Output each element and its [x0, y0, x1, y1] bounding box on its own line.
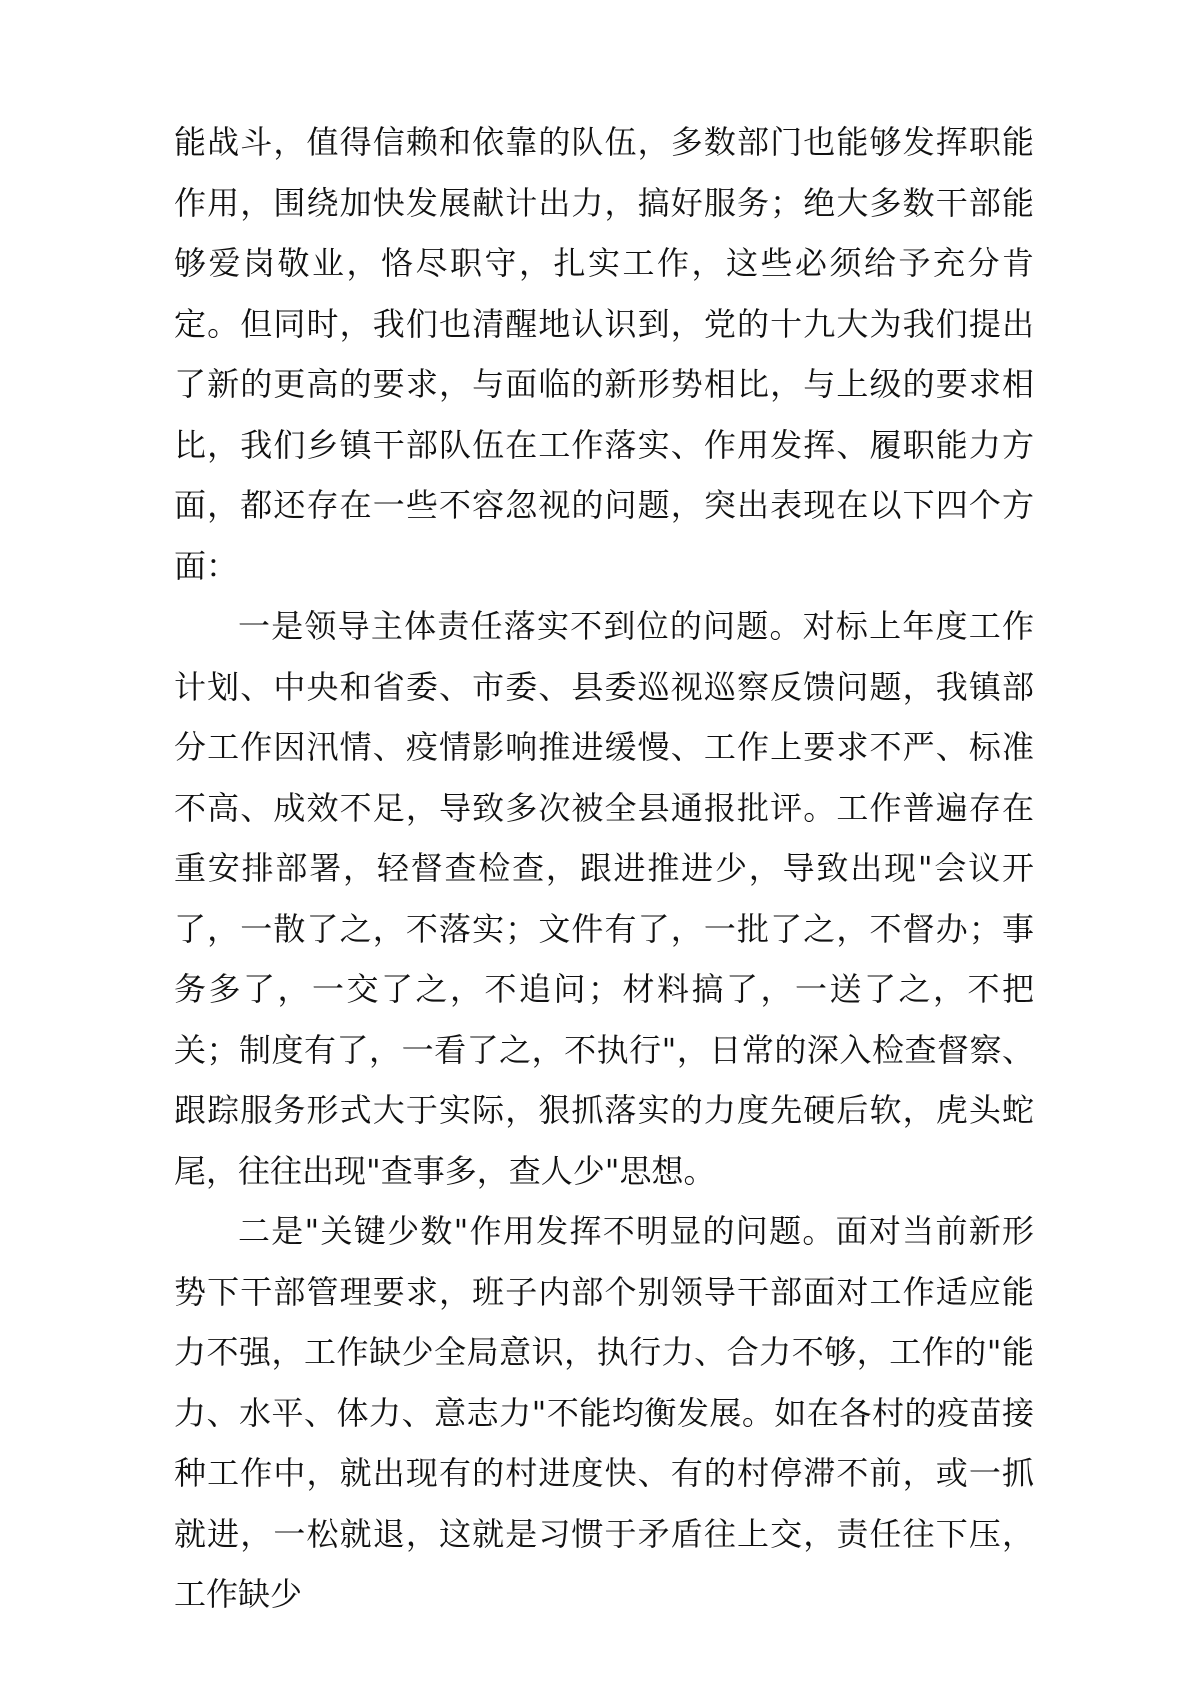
paragraph-point-one: 一是领导主体责任落实不到位的问题。对标上年度工作计划、中央和省委、市委、县委巡视巡察反馈问题，我镇部分工作因汛情、疫情影响推进缓慢、工作上要求不严、标准不高、成效不足，导致多次被全县通报批评。工作普遍存在重安排部署，轻督查检查，跟进推进少，导致出现"会议开了，一散了之，不落实；文件有了，一批了之，不督办；事务多了，一交了之，不追问；材料搞了，一送了之，不把关；制度有了，一看了之，不执行"，日常的深入检查督察、跟踪服务形式大于实际，狠抓落实的力度先硬后软，虎头蛇尾，往往出现"查事多，查人少"思想。 [174, 607, 1034, 1190]
body-text [174, 112, 1034, 1625]
paragraph-continuation: 能战斗，值得信赖和依靠的队伍，多数部门也能够发挥职能作用，围绕加快发展献计出力，搞好服务；绝大多数干部能够爱岗敬业，恪尽职守，扎实工作，这些必须给予充分肯定。但同时，我们也清醒地认识到，党的十九大为我们提出了新的更高的要求，与面临的新形势相比，与上级的要求相比，我们乡镇干部队伍在工作落实、作用发挥、履职能力方面，都还存在一些不容忽视的问题，突出表现在以下四个方面： [174, 123, 1034, 585]
paragraph-point-two: 二是"关键少数"作用发挥不明显的问题。面对当前新形势下干部管理要求，班子内部个别领导干部面对工作适应能力不强，工作缺少全局意识，执行力、合力不够，工作的"能力、水平、体力、意志力"不能均衡发展。如在各村的疫苗接种工作中，就出现有的村进度快、有的村停滞不前，或一抓就进，一松就退，这就是习惯于矛盾往上交，责任往下压，工作缺少 [174, 1212, 1034, 1613]
